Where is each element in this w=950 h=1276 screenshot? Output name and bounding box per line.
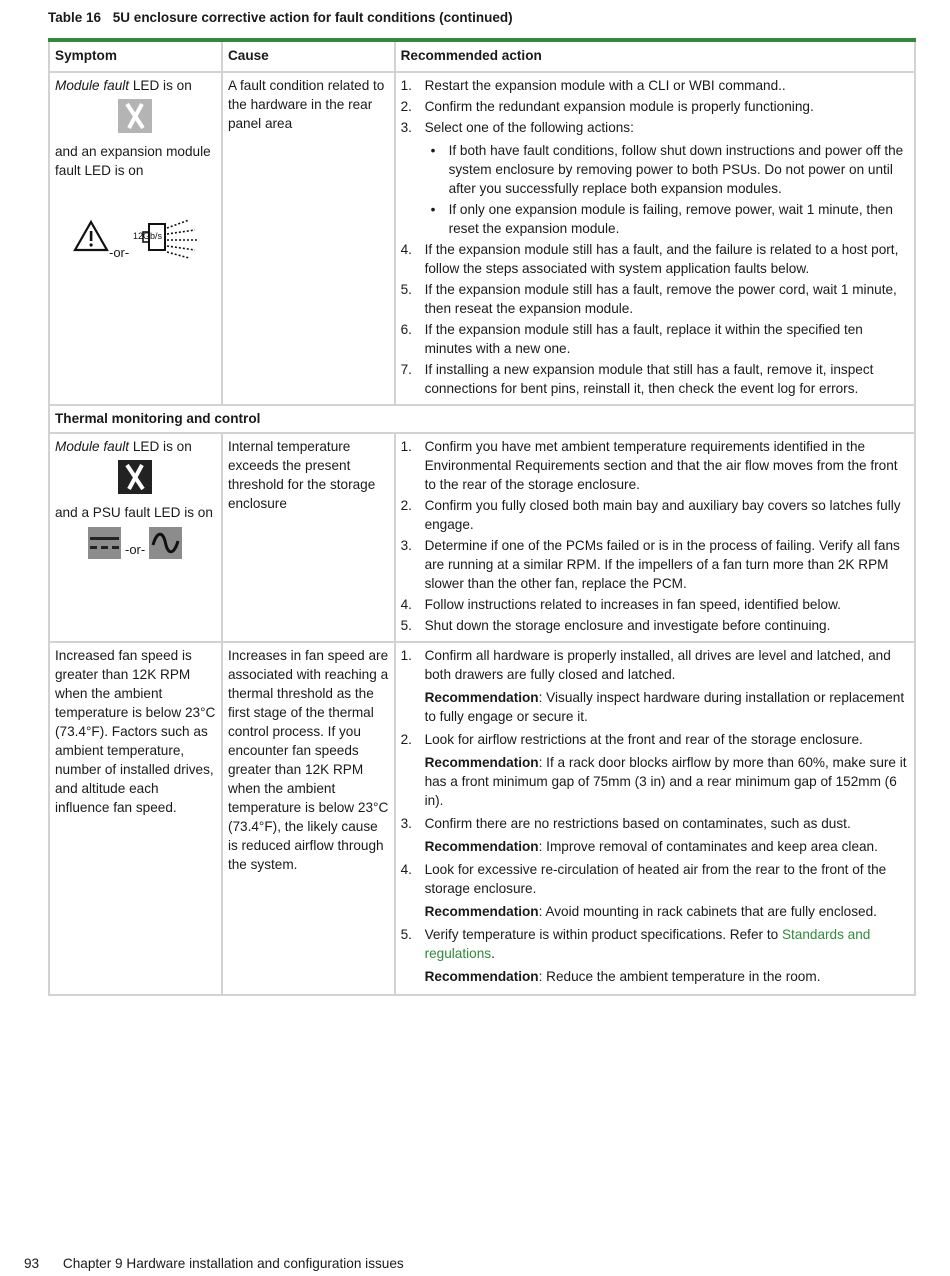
table-number: Table 16	[48, 10, 102, 25]
list-item: 1. Restart the expansion module with a CLI or WBI command..	[400, 78, 786, 93]
action-cell	[395, 72, 915, 405]
bullet-item: • If only one expansion module is failing, remove power, wait 1 minute, then reset the expansion module.	[430, 202, 893, 236]
symptom-italic: Module fault	[55, 78, 130, 93]
header-symptom: Symptom	[49, 40, 222, 72]
section-title: Thermal monitoring and control	[49, 405, 915, 433]
table-title: 5U enclosure corrective action for fault conditions (continued)	[112, 10, 513, 25]
bullet-item: • If both have fault conditions, follow shut down instructions and power off the system enclosure by removing power to both PSUs. Do not power on until after you successfully replace both expansion modules.	[430, 143, 904, 196]
list-item: 2. Confirm you fully closed both main bay and auxiliary bay covers so latches fully engage.	[400, 498, 901, 532]
header-action: Recommended action	[395, 40, 915, 72]
symptom-cell: Module fault LED is on and a PSU fault LED is on -or-	[49, 433, 222, 642]
dc-power-icon	[88, 527, 121, 559]
symptom-cell: Module fault LED is on and an expansion module fault LED is on 12Gb/s -or-	[49, 72, 222, 405]
symptom-cell: Increased fan speed is greater than 12K RPM when the ambient temperature is below 23°C (73.4°F). Factors such as ambient temperature, number of installed drives, and altitude each influence fan speed.	[49, 642, 222, 995]
list-item: 3. Determine if one of the PCMs failed or is in the process of failing. Verify all fans are running at a similar RPM. If the impellers of a fan turn more than 2K RPM slower than the other fan, replace the PCM.	[400, 538, 900, 591]
module-fault-dark-icon	[55, 460, 216, 499]
header-cause: Cause	[222, 40, 395, 72]
list-item: 3. Select one of the following actions: • If both have fault conditions, follow shut down instructions and power off the system enclosure by removing power to both PSUs. Do not power on until after you successfully replace both expansion modules. • If only one expansion module is failing, remove power, wait 1 minute, then reset the expansion module.	[401, 118, 909, 238]
page-number: 93	[24, 1256, 40, 1271]
recommendation: Recommendation: If a rack door blocks airflow by more than 60%, make sure it has a front minimum gap of 75mm (3 in) and a rear minimum gap of 152mm (6 in).	[424, 755, 907, 808]
ac-power-icon	[149, 527, 182, 559]
symptom-secondary: and a PSU fault LED is on	[55, 505, 213, 520]
list-item: 1. Confirm you have met ambient temperature requirements identified in the Environmental Requirements section and that the air flow moves from the front to the rear of the storage enclosure.	[400, 439, 898, 492]
list-item: 4. If the expansion module still has a fault, and the failure is related to a host port, follow the steps associated with system application faults below.	[400, 242, 899, 276]
section-row	[49, 405, 915, 433]
standards-link[interactable]: Standards and regulations	[424, 927, 871, 961]
recommendation: Recommendation: Visually inspect hardware during installation or replacement to fully engage or secure it.	[424, 690, 905, 724]
module-fault-icon	[55, 99, 216, 138]
table-row	[49, 642, 915, 995]
list-item: 4. Follow instructions related to increases in fan speed, identified below.	[400, 597, 841, 612]
table-row	[49, 72, 915, 405]
chapter-title: Chapter 9 Hardware installation and configuration issues	[62, 1256, 404, 1271]
speed-label: 12Gb/s	[133, 231, 163, 241]
action-cell	[395, 642, 915, 995]
symptom-secondary: and an expansion module fault LED is on	[55, 144, 211, 178]
table-row	[49, 433, 915, 642]
list-item: 2. Confirm the redundant expansion module is properly functioning.	[400, 99, 814, 114]
recommendation: Recommendation: Reduce the ambient temperature in the room.	[424, 969, 821, 984]
cause-cell: Internal temperature exceeds the present threshold for the storage enclosure	[222, 433, 395, 642]
cause-cell: Increases in fan speed are associated with reaching a thermal threshold as the first stage of the thermal control process. If you encounter fan speeds greater than 12K RPM when the ambient temperature is below 23°C (73.4°F), the likely cause is reduced airflow through the system.	[222, 642, 395, 995]
psu-fault-icons	[88, 526, 216, 559]
list-item: 6. If the expansion module still has a fault, replace it within the specified ten minutes with a new one.	[400, 322, 863, 356]
page-footer	[24, 1256, 404, 1271]
list-item: 1. Confirm all hardware is properly installed, all drives are level and latched, and both drawers are fully closed and latched. Recommendation: Visually inspect hardware during installation or replacement to fully engage or secure it.	[401, 646, 909, 726]
expansion-fault-icons	[73, 218, 216, 284]
list-item: 4. Look for excessive re-circulation of heated air from the rear to the front of the storage enclosure. Recommendation: Avoid mounting in rack cabinets that are fully enclosed.	[401, 860, 909, 921]
warning-icon	[75, 222, 107, 250]
fault-table	[48, 38, 916, 996]
action-cell	[395, 433, 915, 642]
table-caption	[48, 10, 513, 25]
table-header-row	[49, 40, 915, 72]
list-item: 3. Confirm there are no restrictions based on contaminates, such as dust. Recommendation: Improve removal of contaminates and keep area clean.	[401, 814, 909, 856]
list-item: 2. Look for airflow restrictions at the front and rear of the storage enclosure. Recommendation: If a rack door blocks airflow by more than 60%, make sure it has a front minimum gap of 75mm (3 in) and a rear minimum gap of 152mm (6 in).	[401, 730, 909, 810]
or-label: -or-	[109, 245, 130, 260]
recommendation: Recommendation: Improve removal of contaminates and keep area clean.	[424, 839, 878, 854]
cause-cell: A fault condition related to the hardware in the rear panel area	[222, 72, 395, 405]
list-item: 5. If the expansion module still has a fault, remove the power cord, wait 1 minute, then reseat the expansion module.	[400, 282, 897, 316]
recommendation: Recommendation: Avoid mounting in rack cabinets that are fully enclosed.	[424, 904, 877, 919]
or-label: -or-	[125, 542, 146, 557]
list-item: 5. Shut down the storage enclosure and investigate before continuing.	[400, 618, 831, 633]
list-item: 7. If installing a new expansion module that still has a fault, remove it, inspect connections for bent pins, reinstall it, then check the event log for errors.	[400, 362, 874, 396]
list-item: 5. Verify temperature is within product specifications. Refer to Standards and regulations. Recommendation: Reduce the ambient temperature in the room.	[401, 925, 909, 986]
